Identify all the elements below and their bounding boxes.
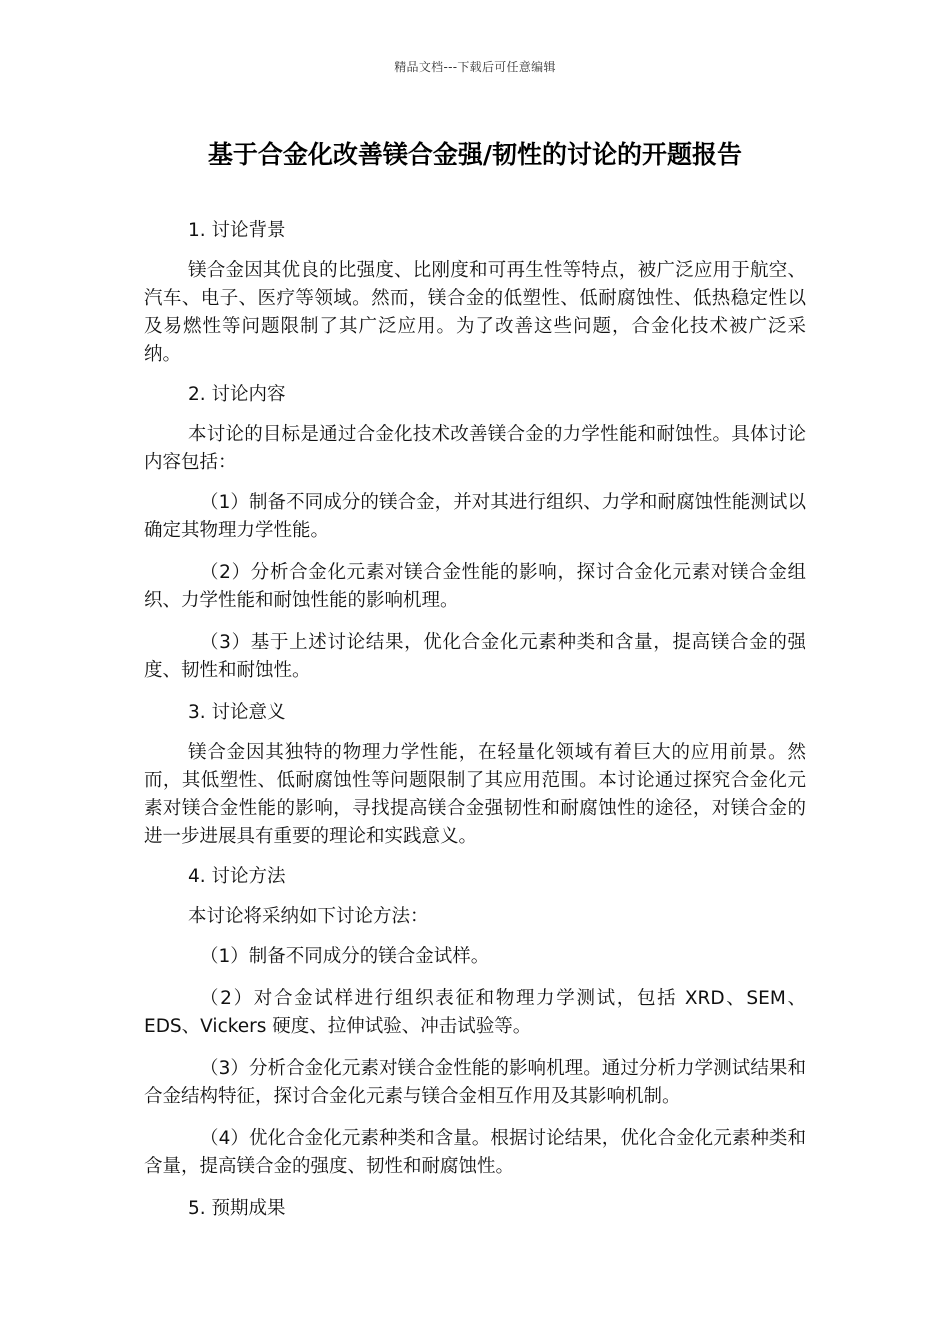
list-item: （1）制备不同成分的镁合金，并对其进行组织、力学和耐腐蚀性能测试以确定其物理力学性能。 [144, 492, 806, 541]
header-note: 精品文档---下载后可任意编辑 [394, 60, 556, 74]
section-paragraph: 镁合金因其优良的比强度、比刚度和可再生性等特点，被广泛应用于航空、汽车、电子、医疗等领域。然而，镁合金的低塑性、低耐腐蚀性、低热稳定性以及易燃性等问题限制了其广泛应用。为了改善这些问题，合金化技术被广泛采纳。 [144, 260, 806, 365]
section-paragraph: 镁合金因其独特的物理力学性能，在轻量化领域有着巨大的应用前景。然而，其低塑性、低耐腐蚀性等问题限制了其应用范围。本讨论通过探究合金化元素对镁合金性能的影响，寻找提高镁合金强韧性和耐腐蚀性的途径，对镁合金的进一步进展具有重要的理论和实践意义。 [144, 742, 806, 847]
section-heading-methods: 4. 讨论方法 [188, 866, 286, 887]
section-heading-background: 1. 讨论背景 [188, 220, 286, 241]
list-item: （4）优化合金化元素种类和含量。根据讨论结果，优化合金化元素种类和含量，提高镁合金的强度、韧性和耐腐蚀性。 [144, 1128, 806, 1177]
list-item: （3）基于上述讨论结果，优化合金化元素种类和含量，提高镁合金的强度、韧性和耐蚀性。 [144, 632, 806, 681]
list-item: （2）分析合金化元素对镁合金性能的影响，探讨合金化元素对镁合金组织、力学性能和耐蚀性能的影响机理。 [144, 562, 806, 611]
section-heading-significance: 3. 讨论意义 [188, 702, 286, 723]
document-body [144, 217, 806, 1235]
section-heading-expected-results: 5. 预期成果 [188, 1198, 286, 1219]
section-paragraph: 本讨论将采纳如下讨论方法： [188, 906, 429, 927]
section-paragraph: 本讨论的目标是通过合金化技术改善镁合金的力学性能和耐蚀性。具体讨论内容包括： [144, 424, 806, 473]
list-item: （3）分析合金化元素对镁合金性能的影响机理。通过分析力学测试结果和合金结构特征，探讨合金化元素与镁合金相互作用及其影响机制。 [144, 1058, 806, 1107]
list-item: （1）制备不同成分的镁合金试样。 [200, 946, 490, 967]
section-heading-content: 2. 讨论内容 [188, 384, 286, 405]
document-title: 基于合金化改善镁合金强/韧性的讨论的开题报告 [207, 140, 743, 169]
list-item: （2）对合金试样进行组织表征和物理力学测试，包括 XRD、SEM、EDS、Vickers 硬度、拉伸试验、冲击试验等。 [144, 988, 806, 1037]
